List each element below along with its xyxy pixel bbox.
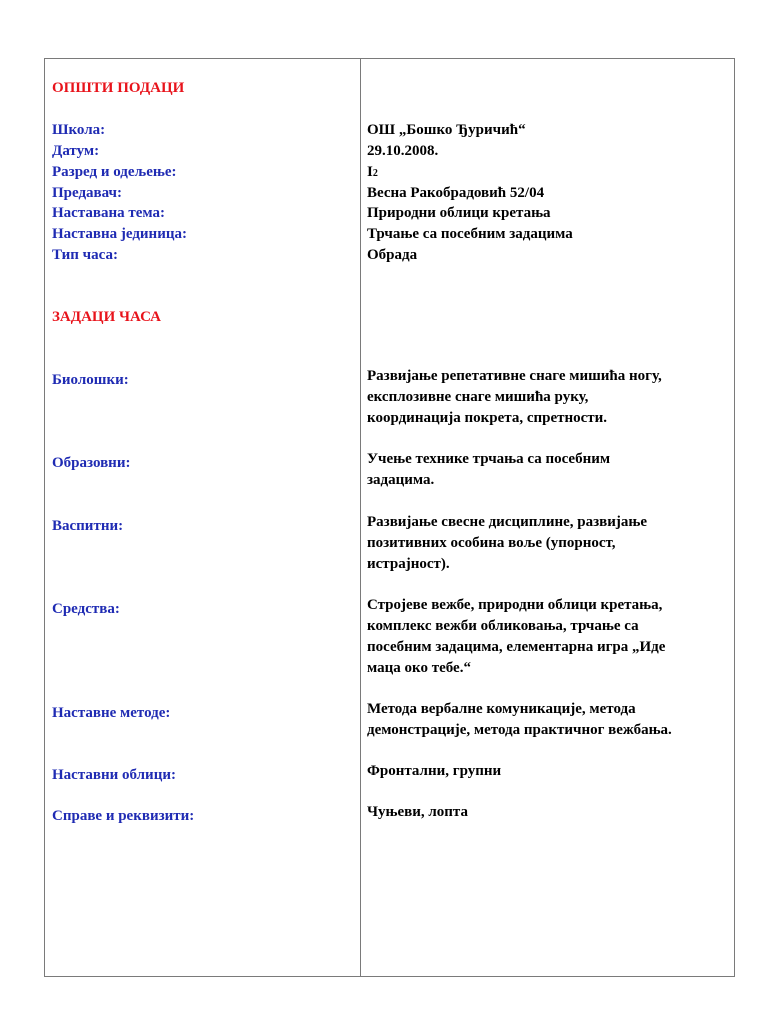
value-biological-line: координација покрета, спретности. <box>367 410 608 426</box>
value-teacher: Весна Ракобрадовић 52/04 <box>367 185 545 201</box>
label-upbringing: Васпитни: <box>52 518 124 534</box>
value-school: ОШ „Бошко Ђуричић“ <box>367 122 526 138</box>
label-topic: Наставана тема: <box>52 205 166 221</box>
value-methods <box>367 699 672 741</box>
label-type: Тип часа: <box>52 247 118 263</box>
value-educational <box>367 449 610 491</box>
label-grade: Разред и одељење: <box>52 164 177 180</box>
label-equipment: Справе и реквизити: <box>52 808 195 824</box>
value-methods-line: демонстрације, метода практичног вежбања. <box>367 722 672 738</box>
value-type: Обрада <box>367 247 418 263</box>
value-date: 29.10.2008. <box>367 143 439 159</box>
label-biological: Биолошки: <box>52 372 129 388</box>
value-equipment-line: Чуњеви, лопта <box>367 804 468 820</box>
label-unit: Наставна јединица: <box>52 226 187 242</box>
value-biological <box>367 366 662 429</box>
value-upbringing-line: позитивних особина воље (упорност, <box>367 535 616 551</box>
tasks-heading: ЗАДАЦИ ЧАСА <box>52 309 161 325</box>
value-educational-line: Учење технике трчања са посебним <box>367 451 611 467</box>
value-upbringing-line: Развијање свесне дисциплине, развијање <box>367 514 647 530</box>
value-grade-sub: 2 <box>372 168 378 179</box>
value-methods-line: Метода вербалне комуникације, метода <box>367 701 636 717</box>
label-school: Школа: <box>52 122 106 138</box>
value-biological-line: експлозивне снаге мишића руку, <box>367 389 589 405</box>
value-biological-line: Развијање репетативне снаге мишића ногу, <box>367 368 662 384</box>
value-grade-main: I <box>367 164 373 180</box>
label-forms: Наставни облици: <box>52 767 176 783</box>
general-heading: ОПШТИ ПОДАЦИ <box>52 80 185 96</box>
value-means-line: посебним задацима, елементарна игра „Иде <box>367 639 666 655</box>
value-topic: Природни облици кретања <box>367 205 551 221</box>
label-methods: Наставне методе: <box>52 705 171 721</box>
label-date: Датум: <box>52 143 100 159</box>
value-upbringing <box>367 512 647 575</box>
value-grade <box>367 162 378 184</box>
column-divider <box>360 59 361 976</box>
value-means-line: Стројеве вежбе, природни облици кретања, <box>367 597 663 613</box>
label-means: Средства: <box>52 601 120 617</box>
value-forms <box>367 761 501 782</box>
value-forms-line: Фронтални, групни <box>367 763 502 779</box>
value-upbringing-line: истрајност). <box>367 556 450 572</box>
value-means <box>367 595 665 679</box>
value-means-line: маца око тебе.“ <box>367 660 471 676</box>
value-unit: Трчање са посебним задацима <box>367 226 573 242</box>
value-educational-line: задацима. <box>367 472 435 488</box>
value-means-line: комплекс вежби обликовања, трчање са <box>367 618 639 634</box>
label-teacher: Предавач: <box>52 185 123 201</box>
value-equipment <box>367 802 468 823</box>
label-educational: Образовни: <box>52 455 131 471</box>
